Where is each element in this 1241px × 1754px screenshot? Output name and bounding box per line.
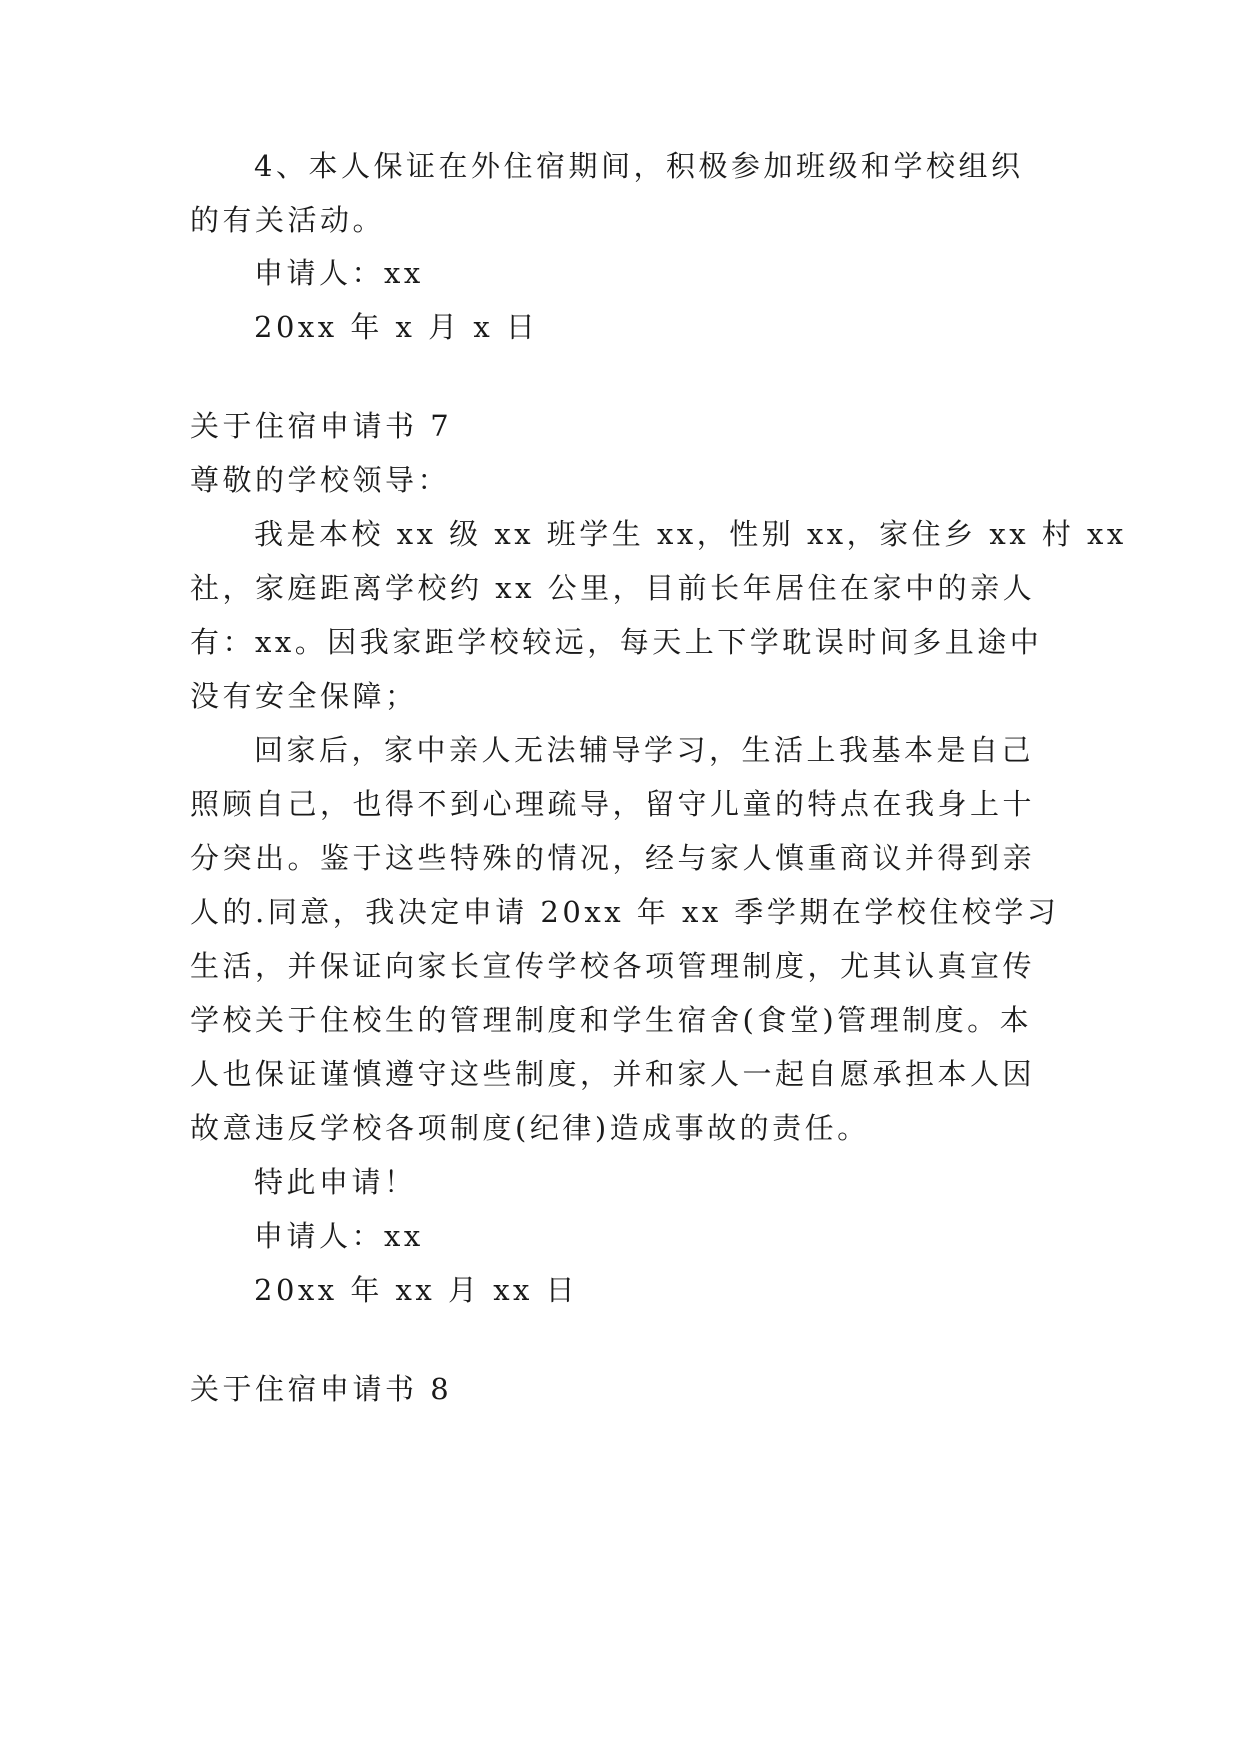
date-line: 20xx 年 xx 月 xx 日 [254,1273,579,1307]
item4-line1: 4、本人保证在外住宿期间，积极参加班级和学校组织 [254,149,1024,183]
section-heading-7: 关于住宿申请书 7 [190,409,453,443]
paragraph-line: 社，家庭距离学校约 xx 公里，目前长年居住在家中的亲人 [190,571,1036,605]
paragraph-line: 生活，并保证向家长宣传学校各项管理制度，尤其认真宣传 [190,949,1036,983]
paragraph-line: 有：xx。因我家距学校较远，每天上下学耽误时间多且途中 [190,625,1043,659]
section-heading-8: 关于住宿申请书 8 [190,1372,453,1406]
salutation: 尊敬的学校领导： [190,463,451,497]
paragraph-line: 人的.同意，我决定申请 20xx 年 xx 季学期在学校住校学习 [190,895,1060,929]
paragraph-line: 故意违反学校各项制度(纪律)造成事故的责任。 [190,1111,870,1145]
paragraph-line: 人也保证谨慎遵守这些制度，并和家人一起自愿承担本人因 [190,1057,1036,1091]
paragraph-line: 没有安全保障； [190,679,418,713]
applicant-line: 申请人：xx [254,1219,424,1253]
closing-line: 特此申请！ [254,1165,417,1199]
applicant-line: 申请人：xx [254,256,424,290]
paragraph-line: 学校关于住校生的管理制度和学生宿舍(食堂)管理制度。本 [190,1003,1033,1037]
date-line: 20xx 年 x 月 x 日 [254,310,539,344]
paragraph-line: 分突出。鉴于这些特殊的情况，经与家人慎重商议并得到亲 [190,841,1036,875]
paragraph-line: 我是本校 xx 级 xx 班学生 xx，性别 xx，家住乡 xx 村 xx [254,517,1127,551]
paragraph-line: 回家后，家中亲人无法辅导学习，生活上我基本是自己 [254,733,1035,767]
paragraph-line: 照顾自己，也得不到心理疏导，留守儿童的特点在我身上十 [190,787,1036,821]
item4-line2: 的有关活动。 [190,203,386,237]
